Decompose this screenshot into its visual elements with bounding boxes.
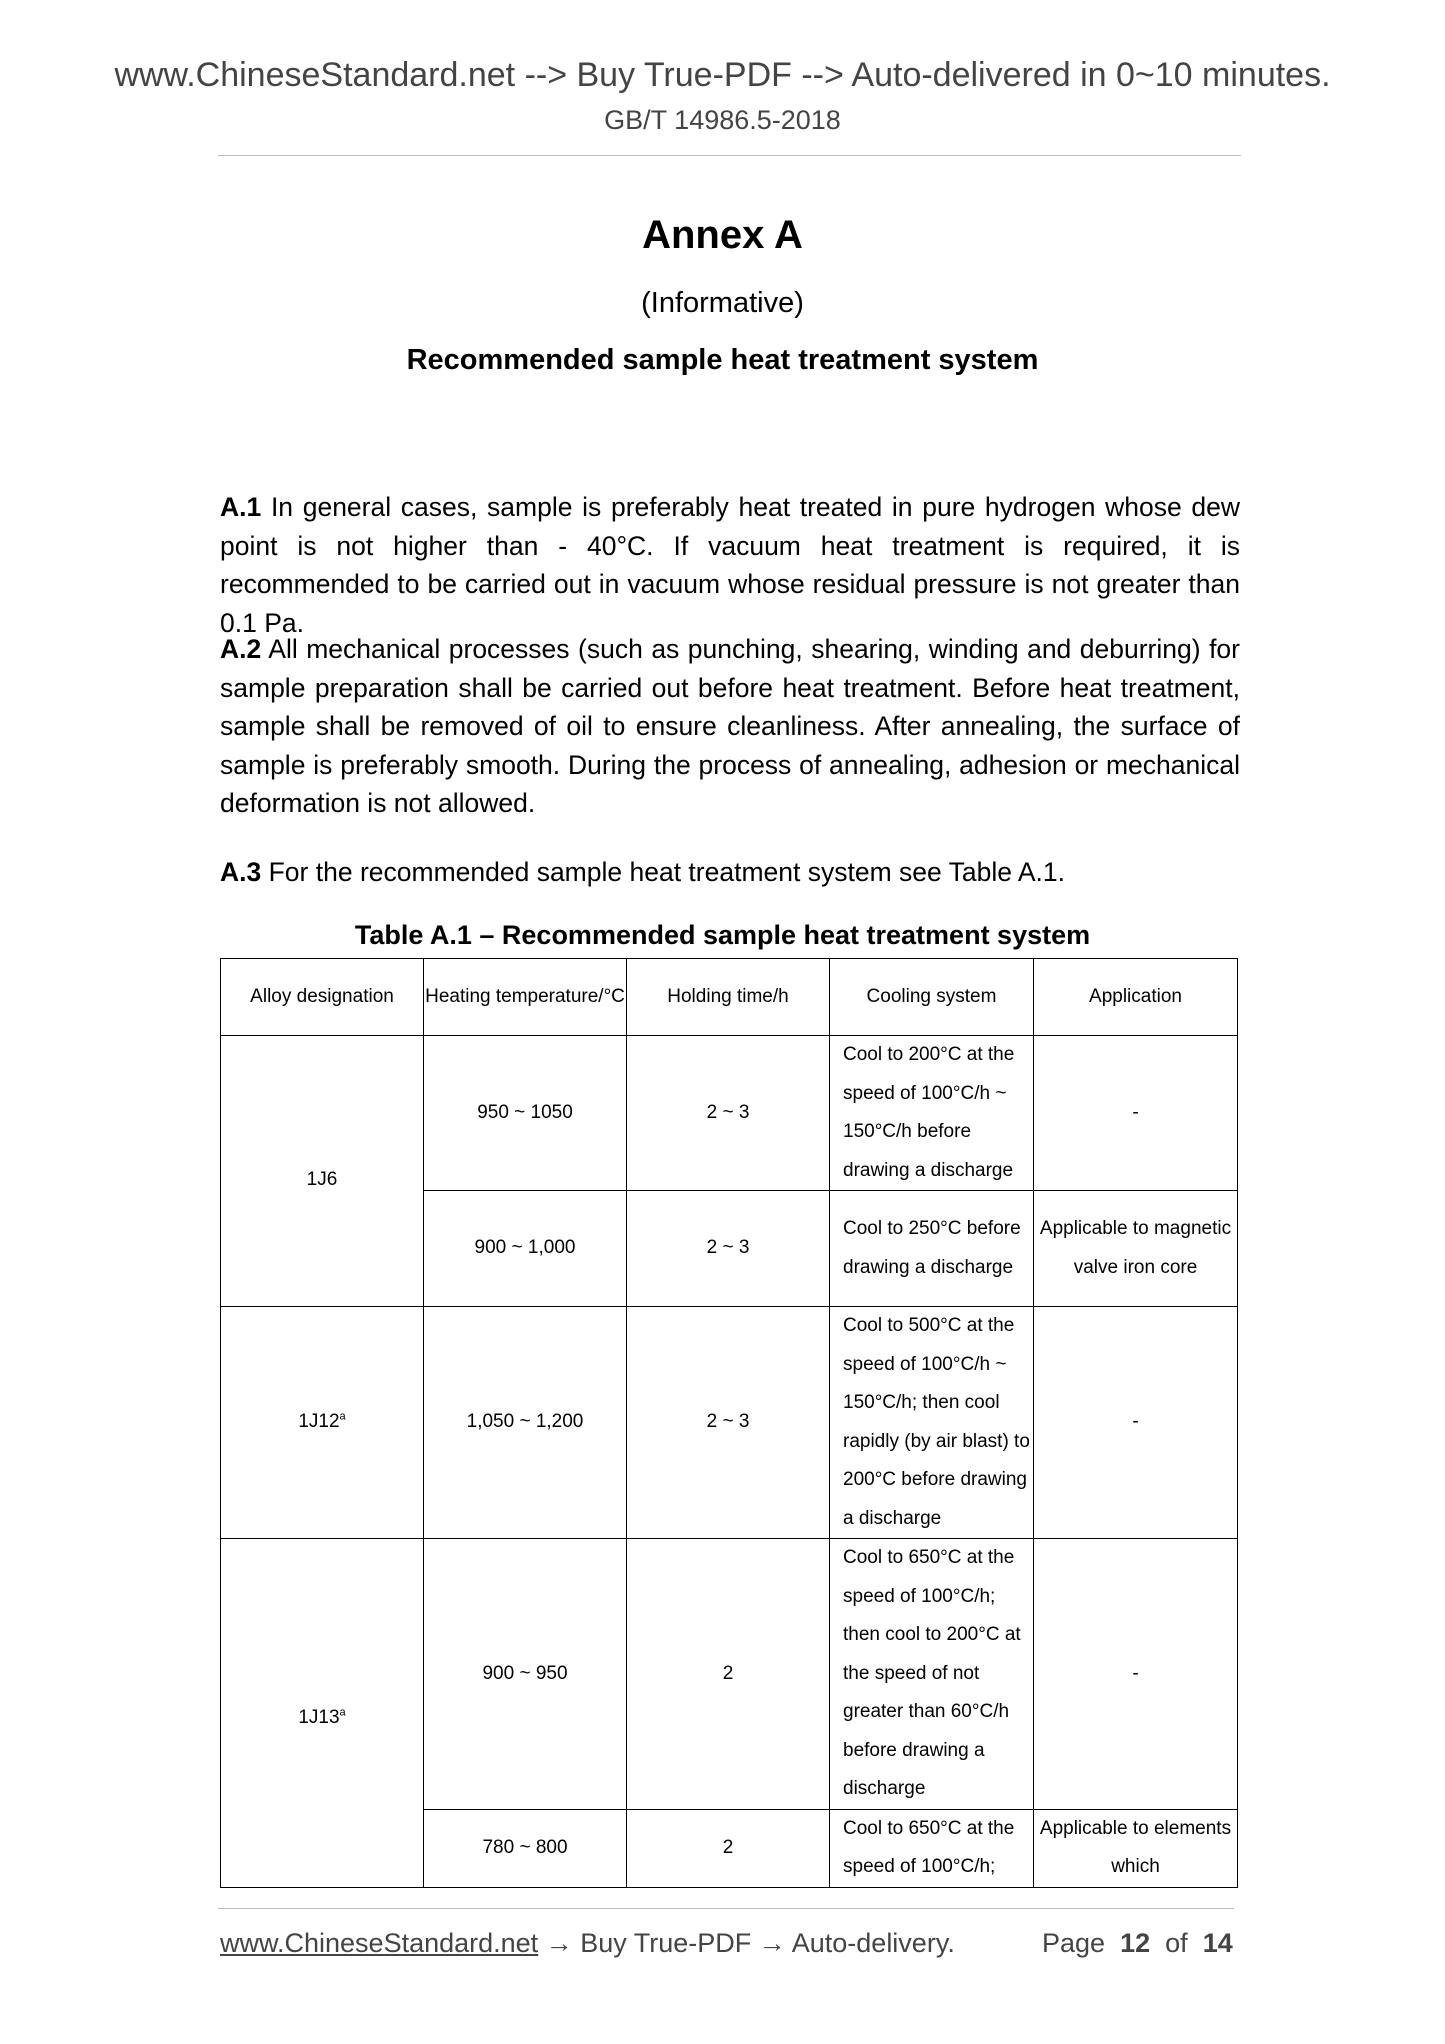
- page-total: 14: [1202, 1928, 1233, 1958]
- temperature-cell: 900 ~ 1,000: [424, 1191, 627, 1307]
- alloy-cell: 1J6: [221, 1036, 424, 1307]
- temperature-cell: 950 ~ 1050: [424, 1036, 627, 1191]
- paragraph-a1: [220, 488, 1240, 642]
- paragraph-a3: [220, 853, 1240, 892]
- cooling-cell: Cool to 650°C at the speed of 100°C/h; then cool to 200°C at the speed of not greater than 60°C/h before drawing a discharge: [830, 1539, 1034, 1810]
- clause-text: In general cases, sample is preferably heat treated in pure hydrogen whose dew point is not higher than - 40°C. If vacuum heat treatment is required, it is recommended to be carried out in vacuum whose residual pressure is not greater than 0.1 Pa.: [220, 492, 1240, 638]
- page-indicator: [1042, 1928, 1233, 1959]
- annex-heading: Recommended sample heat treatment system: [406, 344, 1039, 376]
- holding-time-cell: 2: [627, 1809, 830, 1887]
- footer-promo: [220, 1928, 955, 1959]
- annex-title: Annex A: [642, 213, 803, 257]
- alloy-designation: 1J12: [298, 1411, 340, 1433]
- application-cell: Applicable to elements which: [1034, 1809, 1238, 1887]
- header-banner: www.ChineseStandard.net --> Buy True-PDF --> Auto-delivered in 0~10 minutes.: [114, 56, 1331, 94]
- table-row: [221, 1307, 1238, 1539]
- holding-time-cell: 2: [627, 1539, 830, 1810]
- col-header-temperature: Heating temperature/°C: [424, 959, 627, 1036]
- clause-number: A.2: [220, 634, 262, 664]
- footer-promo-text: → Buy True-PDF → Auto-delivery.: [538, 1928, 955, 1958]
- footnote-marker: a: [339, 1706, 346, 1719]
- annex-subtitle: (Informative): [641, 287, 804, 319]
- col-header-alloy: Alloy designation: [221, 959, 424, 1036]
- of-label: of: [1165, 1928, 1188, 1958]
- cooling-cell: Cool to 500°C at the speed of 100°C/h ~ 150°C/h; then cool rapidly (by air blast) to 200°C before drawing a discharge: [830, 1307, 1034, 1539]
- table-header-row: [221, 959, 1238, 1036]
- clause-text: For the recommended sample heat treatment system see Table A.1.: [268, 857, 1066, 887]
- clause-number: A.3: [220, 857, 262, 887]
- application-cell: -: [1034, 1307, 1238, 1539]
- application-cell: -: [1034, 1036, 1238, 1191]
- table-row: [221, 1036, 1238, 1191]
- holding-time-cell: 2 ~ 3: [627, 1036, 830, 1191]
- standard-number: GB/T 14986.5-2018: [604, 105, 841, 135]
- col-header-cooling: Cooling system: [830, 959, 1034, 1036]
- col-header-application: Application: [1034, 959, 1238, 1036]
- paragraph-a2: [220, 630, 1240, 823]
- temperature-cell: 1,050 ~ 1,200: [424, 1307, 627, 1539]
- alloy-cell: [221, 1307, 424, 1539]
- table-row: [221, 1539, 1238, 1810]
- page-label: Page: [1042, 1928, 1106, 1958]
- footer-site-link[interactable]: www.ChineseStandard.net: [220, 1928, 539, 1958]
- footnote-marker: a: [339, 1410, 346, 1423]
- temperature-cell: 900 ~ 950: [424, 1539, 627, 1810]
- header-divider: [218, 155, 1241, 156]
- alloy-designation: 1J13: [298, 1707, 340, 1728]
- cooling-cell: Cool to 250°C before drawing a discharge: [830, 1191, 1034, 1307]
- application-cell: Applicable to magnetic valve iron core: [1034, 1191, 1238, 1307]
- temperature-cell: 780 ~ 800: [424, 1809, 627, 1887]
- footer-divider: [218, 1908, 1234, 1909]
- application-cell: -: [1034, 1539, 1238, 1810]
- cooling-cell: Cool to 200°C at the speed of 100°C/h ~ 150°C/h before drawing a discharge: [830, 1036, 1034, 1191]
- cooling-cell: Cool to 650°C at the speed of 100°C/h;: [830, 1809, 1034, 1887]
- alloy-cell: [221, 1539, 424, 1888]
- heat-treatment-table: [220, 958, 1238, 1888]
- holding-time-cell: 2 ~ 3: [627, 1307, 830, 1539]
- table-caption: Table A.1 – Recommended sample heat treatment system: [354, 920, 1091, 950]
- page-number: 12: [1120, 1928, 1151, 1958]
- col-header-holding-time: Holding time/h: [627, 959, 830, 1036]
- clause-text: All mechanical processes (such as punching, shearing, winding and deburring) for sample preparation shall be carried out before heat treatment. Before heat treatment, sample shall be removed of oil to ensure cleanliness. After annealing, the surface of sample is preferably smooth. During the process of annealing, adhesion or mechanical deformation is not allowed.: [220, 634, 1240, 818]
- holding-time-cell: 2 ~ 3: [627, 1191, 830, 1307]
- clause-number: A.1: [220, 492, 262, 522]
